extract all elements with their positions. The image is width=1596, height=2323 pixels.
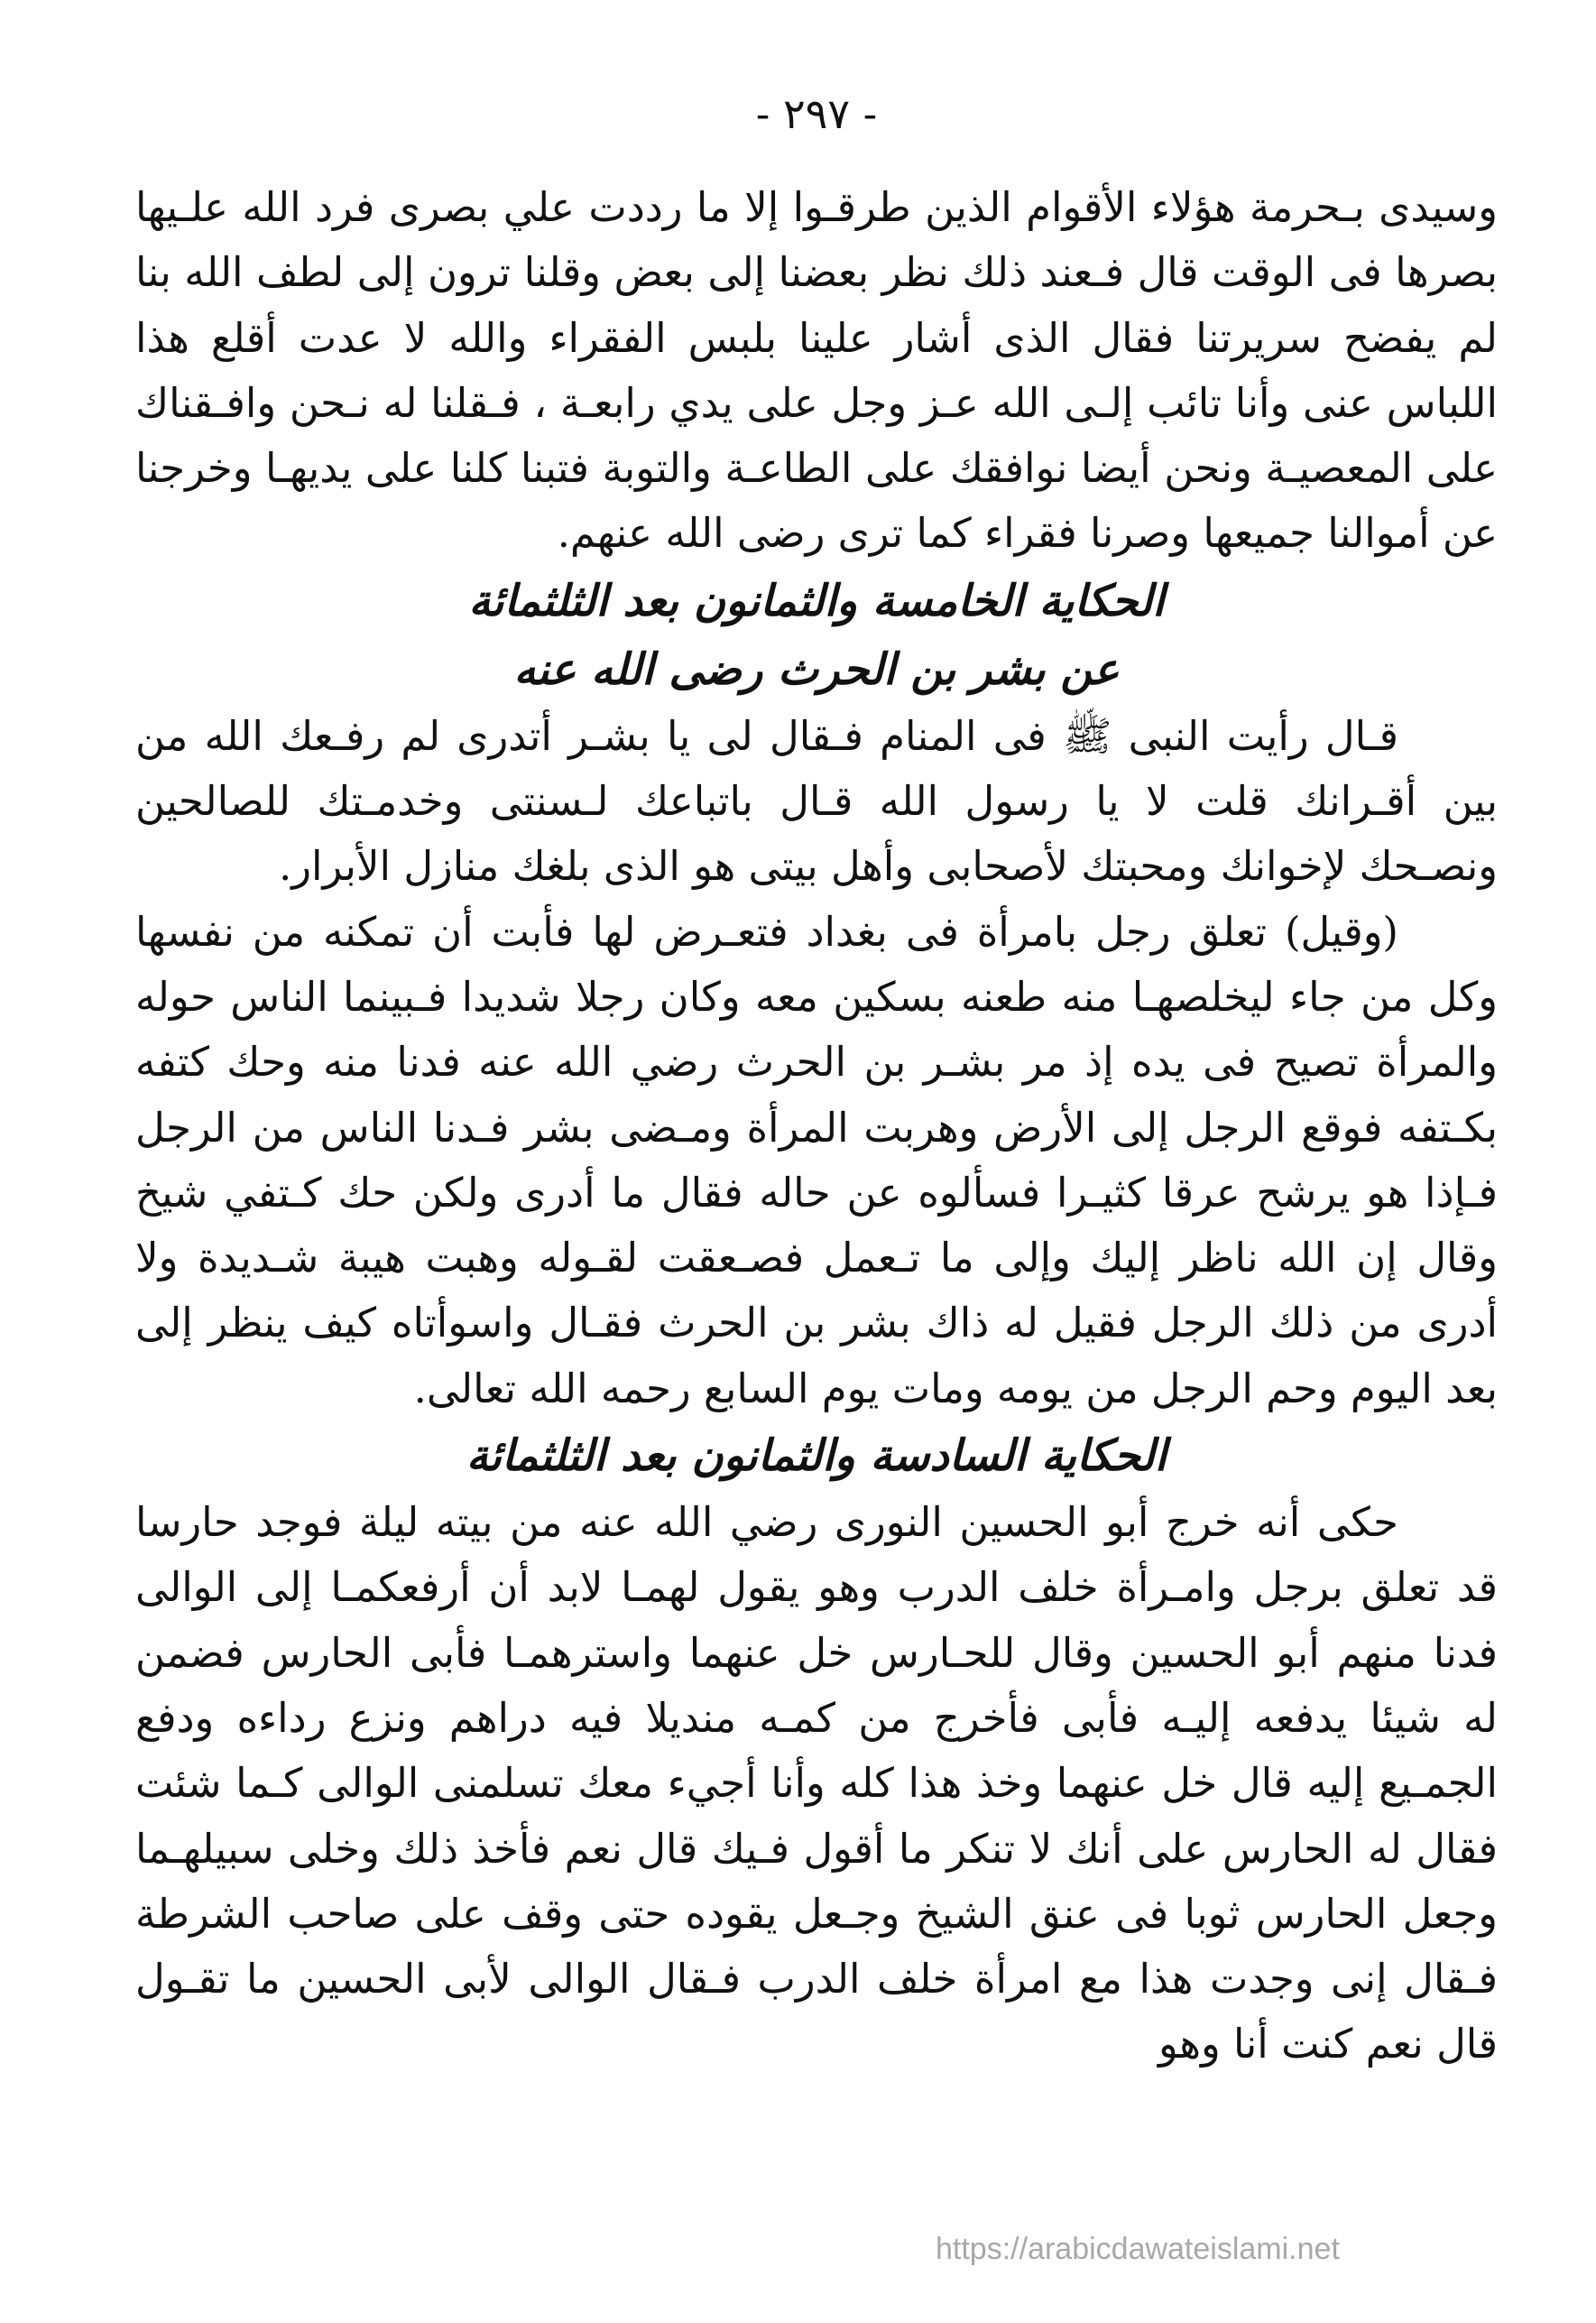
- heading-story-385: الحكاية الخامسة والثمانون بعد الثلثمائة: [468, 575, 1165, 626]
- book-page: [135, 87, 1498, 2253]
- paragraph-story-ending: وسيدى بـحرمة هؤلاء الأقوام الذين طرقـوا إلا ما رددت علي بصرى فرد الله علـيها بصرها فى الوقت قال فـعند ذلك نظر بعضنا إلى بعض وقلنا ترون إلى لطف الله بنا لم يفضح سريرتنا فقال الذى أشار علينا بلبس الفقراء والله لا عدت أقلع هذا اللباس عنى وأنا تائب إلـى الله عـز وجل على يدي رابعـة ، فـقلنا له نـحن وافـقناك على المعصيـة ونحن أيضا نوافقك على الطاعـة والتوبة فتبنا كلنا على يديهـا وخرجنا عن أموالنا جميعها وصرنا فقراء كما ترى رضى الله عنهم.: [135, 183, 1498, 558]
- watermark-url: https://arabicdawateislami.net: [936, 2232, 1340, 2266]
- page-number: - ٢٩٧ -: [755, 89, 878, 138]
- heading-story-386: الحكاية السادسة والثمانون بعد الثلثمائة: [466, 1430, 1167, 1482]
- paragraph-baghdad-woman: (وقيل) تعلق رجل بامرأة فى بغداد فتعـرض لها فأبت أن تمكنه من نفسها وكل من جاء ليخلصهـا منه طعنه بسكين معه وكان رجلا شديدا فـبينما الناس حوله والمرأة تصيح فى يده إذ مر بشـر بن الحرث رضي الله عنه فدنا منه وحك كتفه بكـتفه فوقع الرجل إلى الأرض وهربت المرأة ومـضى بشر فـدنا الناس من الرجل فـإذا هو يرشح عرقا كثيـرا فسألوه عن حاله فقال ما أدرى ولكن حك كـتفي شيخ وقال إن الله ناظر إليك وإلى ما تـعمل فصـعقت لقـوله وهبت هيبة شـديدة ولا أدرى من ذلك الرجل فقيل له ذاك بشر بن الحرث فقـال واسوأتاه كيف ينظر إلى بعد اليوم وحم الرجل من يومه ومات يوم السابع رحمه الله تعالى.: [135, 907, 1498, 1412]
- heading-story-385-subtitle: عن بشر بن الحرث رضى الله عنه: [513, 643, 1120, 695]
- paragraph-prophet-dream: قـال رأيت النبى ﷺ فى المنام فـقال لى يا بشـر أتدرى لم رفـعك الله من بين أقـرانك قلت لا يا رسول الله قـال باتباعك لـسنتى وخدمـتك للصالحين ونصـحك لإخوانك ومحبتك لأصحابى وأهل بيتى هو الذى بلغك منازل الأبرار.: [135, 711, 1498, 891]
- paragraph-abu-al-husayn: حكى أنه خرج أبو الحسين النورى رضي الله عنه من بيته ليلة فوجد حارسا قد تعلق برجل وامـرأة خلف الدرب وهو يقول لهمـا لابد أن أرفعكمـا إلى الوالى فدنا منهم أبو الحسين وقال للحـارس خل عنهما واسترهمـا فأبى الحارس فضمن له شيئا يدفعه إليـه فأبى فأخرج من كمـه منديلا فيه دراهم ونزع رداءه ودفع الجمـيع إليه قال خل عنهما وخذ هذا كله وأنا أجيء معك تسلمنى الوالى كـما شئت فقال له الحارس على أنك لا تنكر ما أقول فـيك قال نعم فأخذ ذلك وخلى سبيلهـما وجعل الحارس ثوبا فى عنق الشيخ وجـعل يقوده حتى وقف على صاحب الشرطة فـقال إنى وجدت هذا مع امرأة خلف الدرب فـقال الوالى لأبى الحسين ما تقـول قال نعم كنت أنا وهو: [135, 1498, 1498, 2068]
